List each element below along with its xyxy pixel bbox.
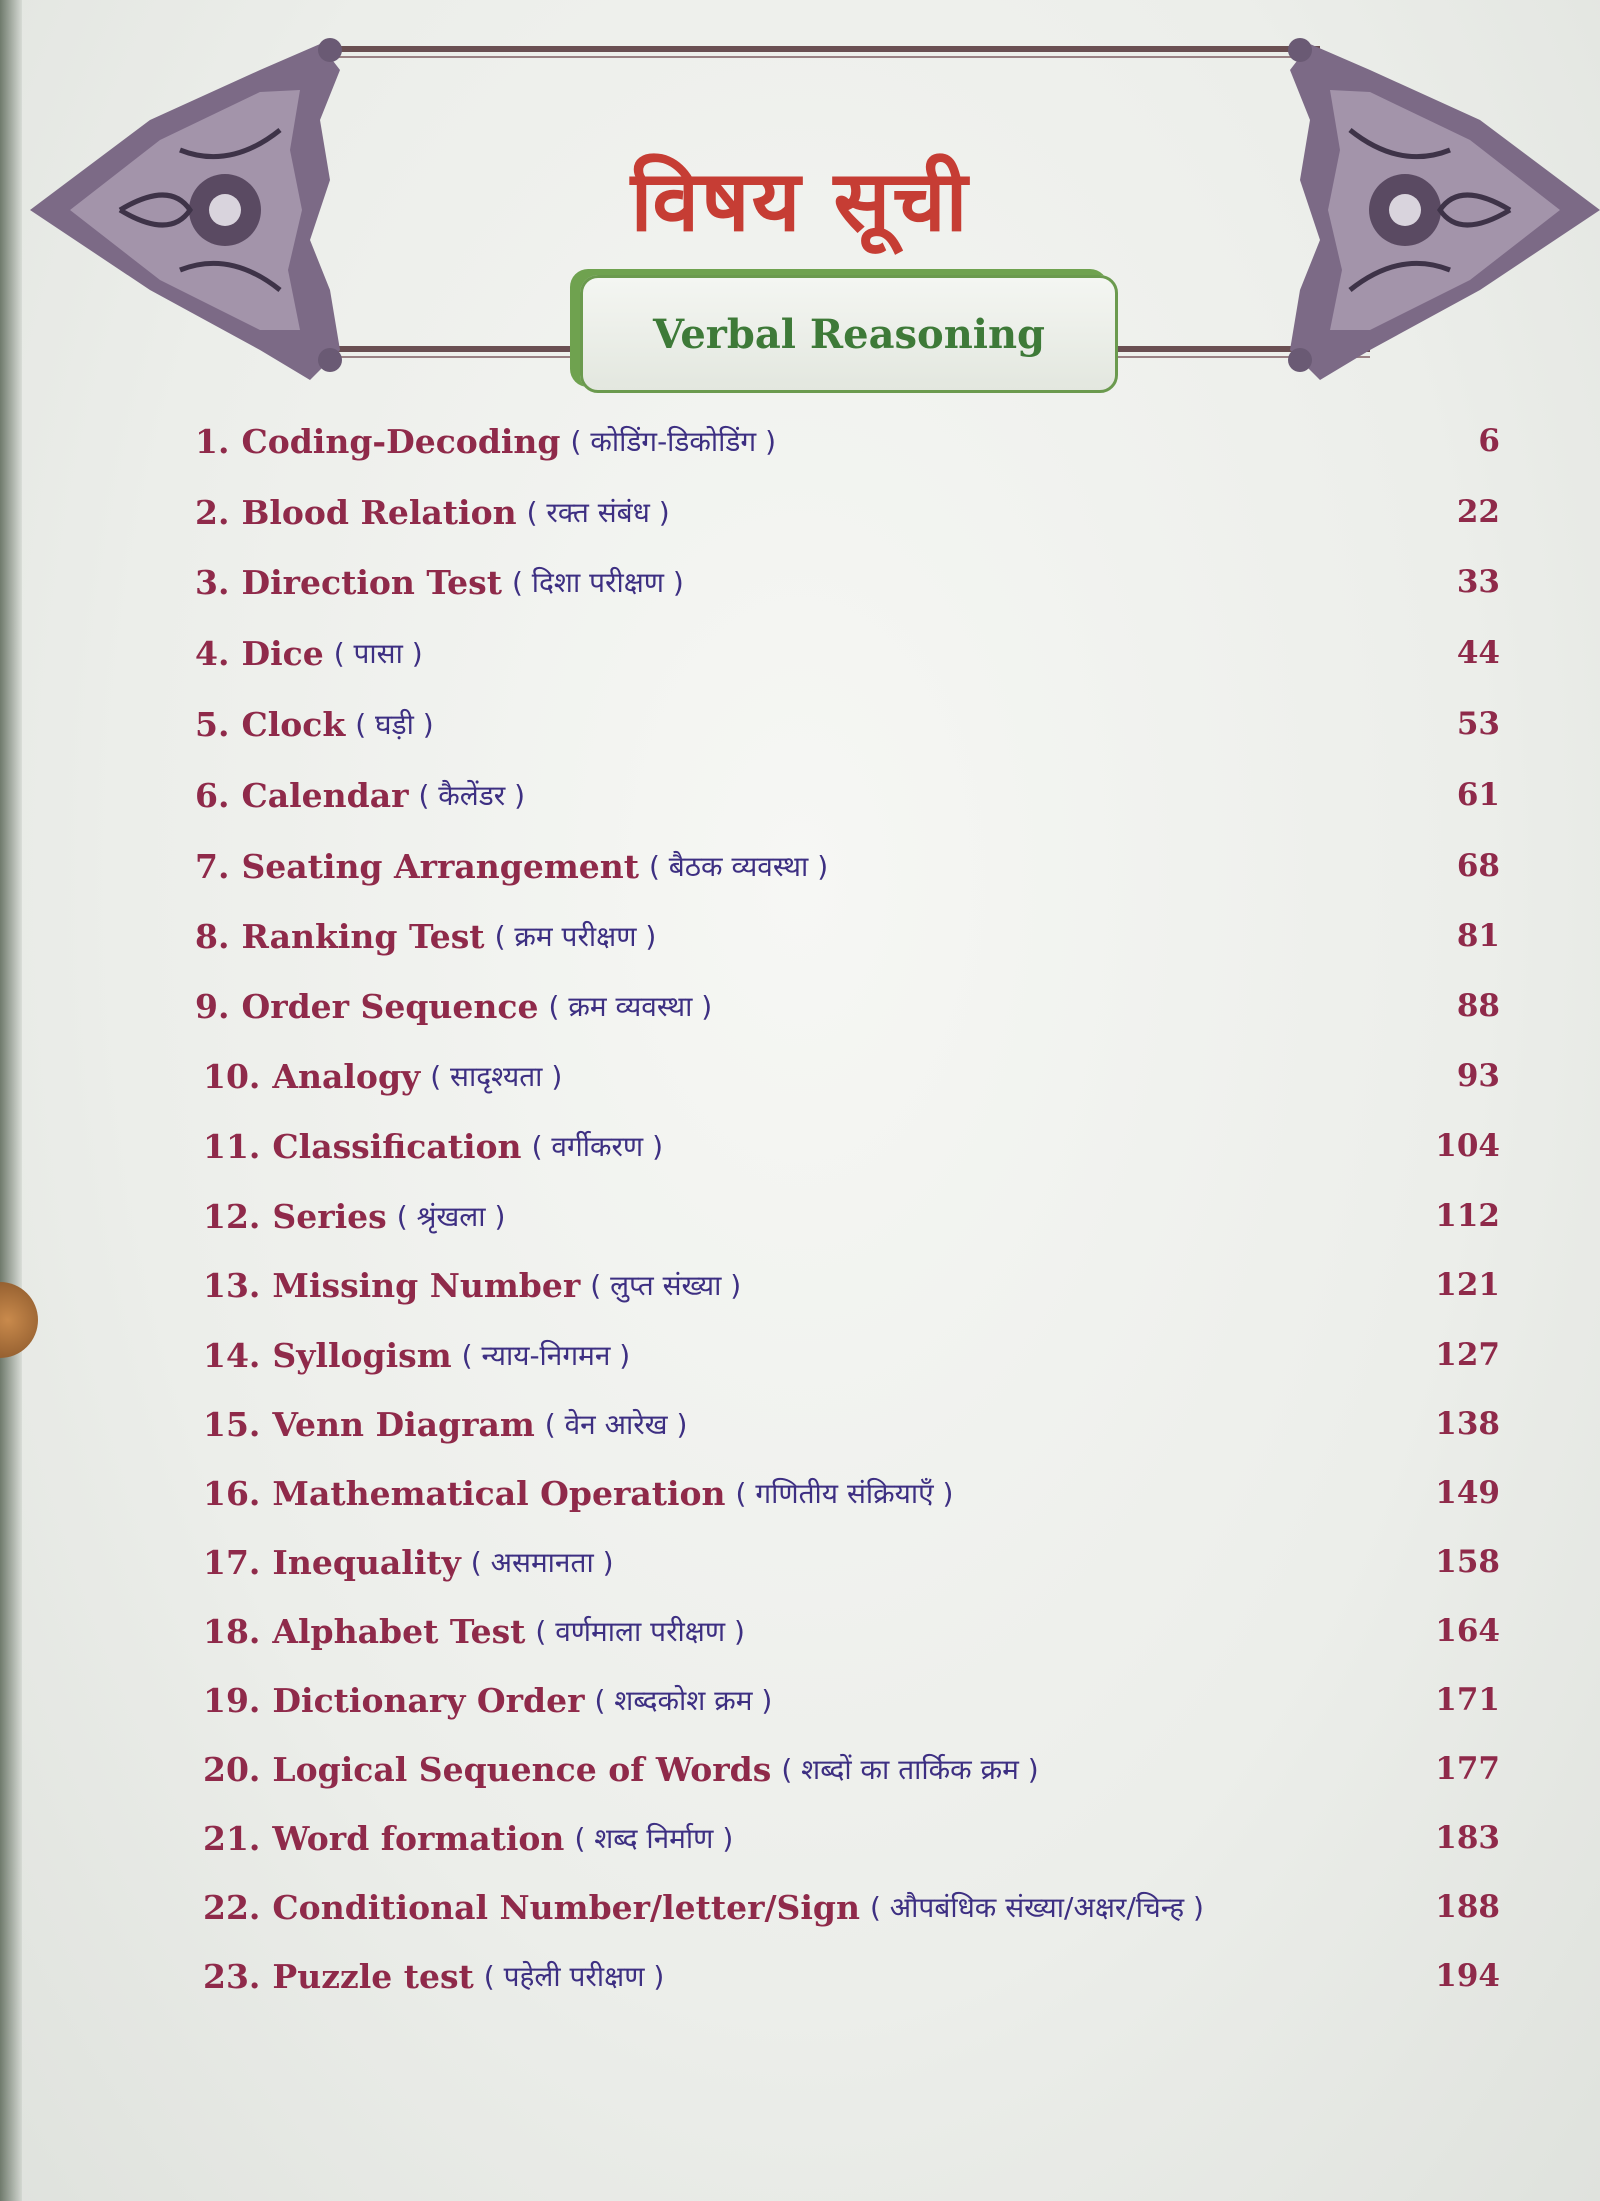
toc-entry (203, 1116, 663, 1176)
toc-entry-title-hindi: ( बैठक व्यवस्था ) (648, 850, 829, 883)
toc-entry-title-hindi: ( वर्णमाला परीक्षण ) (535, 1615, 745, 1648)
toc-entry-number: 19. (203, 1680, 261, 1720)
page-title: विषय सूची (630, 152, 970, 250)
toc-entry-page-number: 158 (1435, 1544, 1500, 1580)
toc-entry-number: 5. (195, 704, 230, 744)
toc-entry-number: 23. (203, 1956, 261, 1996)
toc-entry-page-number: 81 (1456, 918, 1500, 954)
toc-entry-title-english: Logical Sequence of Words (272, 1749, 772, 1789)
toc-entry-number: 3. (195, 562, 230, 602)
toc-entry-title-hindi: ( दिशा परीक्षण ) (511, 566, 684, 599)
toc-entry (203, 1463, 953, 1523)
toc-entry-title-english: Dice (241, 633, 324, 673)
toc-entry-page-number: 68 (1456, 848, 1500, 884)
toc-entry-page-number: 138 (1435, 1406, 1500, 1442)
toc-entry-number: 17. (203, 1542, 261, 1582)
toc-entry-page-number: 177 (1435, 1751, 1500, 1787)
toc-entry-page-number: 104 (1435, 1128, 1500, 1164)
toc-entry (203, 1877, 1204, 1937)
toc-entry-title-hindi: ( घड़ी ) (355, 708, 434, 741)
toc-entry-title-hindi: ( लुप्त संख्या ) (590, 1269, 742, 1302)
toc-entry-title-english: Blood Relation (241, 492, 517, 532)
toc-entry-title-hindi: ( शब्दकोश क्रम ) (594, 1684, 773, 1717)
toc-entry-number: 10. (203, 1056, 261, 1096)
toc-entry-title-english: Analogy (272, 1056, 421, 1096)
toc-entry-title-english: Coding-Decoding (241, 421, 561, 461)
toc-entry (195, 694, 434, 754)
toc-entry-page-number: 33 (1456, 564, 1500, 600)
toc-entry-number: 18. (203, 1611, 261, 1651)
toc-entry-number: 7. (195, 846, 230, 886)
toc-entry-number: 1. (195, 421, 230, 461)
toc-entry-title-hindi: ( शब्दों का तार्किक क्रम ) (781, 1753, 1039, 1786)
toc-entry-page-number: 53 (1456, 706, 1500, 742)
toc-entry-title-english: Direction Test (241, 562, 502, 602)
toc-entry (203, 1186, 505, 1246)
toc-entry-title-hindi: ( शब्द निर्माण ) (574, 1822, 734, 1855)
toc-entry-page-number: 164 (1435, 1613, 1500, 1649)
toc-entry-title-english: Puzzle test (272, 1956, 474, 1996)
toc-entry (195, 482, 670, 542)
toc-entry-title-english: Calendar (241, 775, 409, 815)
toc-entry (195, 623, 423, 683)
toc-entry-title-english: Dictionary Order (272, 1680, 585, 1720)
toc-entry-title-hindi: ( सादृश्यता ) (430, 1060, 563, 1093)
toc-entry-page-number: 22 (1456, 494, 1500, 530)
toc-entry (203, 1532, 614, 1592)
toc-entry-number: 4. (195, 633, 230, 673)
toc-entry-page-number: 194 (1435, 1958, 1500, 1994)
toc-entry-title-english: Seating Arrangement (241, 846, 639, 886)
toc-entry-title-hindi: ( पासा ) (333, 637, 423, 670)
toc-entry-title-english: Syllogism (272, 1335, 452, 1375)
toc-entry (195, 976, 712, 1036)
toc-entry-page-number: 121 (1435, 1267, 1500, 1303)
toc-entry-page-number: 6 (1478, 423, 1500, 459)
toc-entry-number: 15. (203, 1404, 261, 1444)
toc-entry (195, 765, 525, 825)
toc-entry-title-english: Series (272, 1196, 387, 1236)
toc-entry-page-number: 183 (1435, 1820, 1500, 1856)
toc-entry-title-hindi: ( गणितीय संक्रियाएँ ) (735, 1477, 954, 1510)
toc-entry-title-hindi: ( क्रम परीक्षण ) (494, 920, 657, 953)
toc-entry (203, 1601, 745, 1661)
toc-entry-title-hindi: ( क्रम व्यवस्था ) (548, 990, 713, 1023)
toc-entry-page-number: 88 (1456, 988, 1500, 1024)
toc-entry (195, 552, 684, 612)
toc-entry (203, 1670, 772, 1730)
toc-entry-number: 21. (203, 1818, 261, 1858)
toc-entry-title-hindi: ( वर्गीकरण ) (531, 1130, 663, 1163)
toc-entry (195, 836, 828, 896)
toc-entry-title-hindi: ( असमानता ) (470, 1546, 614, 1579)
toc-entry-number: 14. (203, 1335, 261, 1375)
toc-entry-number: 12. (203, 1196, 261, 1236)
toc-entry-title-english: Word formation (272, 1818, 565, 1858)
toc-entry-number: 13. (203, 1265, 261, 1305)
section-label: Verbal Reasoning (652, 310, 1046, 358)
toc-entry (195, 906, 656, 966)
toc-entry-number: 9. (195, 986, 230, 1026)
toc-entry-title-hindi: ( रक्त संबंध ) (526, 496, 670, 529)
toc-entry-title-hindi: ( कैलेंडर ) (418, 779, 526, 812)
toc-entry (203, 1739, 1039, 1799)
toc-entry-page-number: 93 (1456, 1058, 1500, 1094)
toc-entry-title-english: Order Sequence (241, 986, 539, 1026)
toc-entry-number: 2. (195, 492, 230, 532)
toc-entry-page-number: 188 (1435, 1889, 1500, 1925)
toc-entry-title-hindi: ( वेन आरेख ) (544, 1408, 688, 1441)
toc-entry-number: 8. (195, 916, 230, 956)
toc-entry-page-number: 127 (1435, 1337, 1500, 1373)
toc-entry-number: 16. (203, 1473, 261, 1513)
toc-entry-title-hindi: ( कोडिंग-डिकोडिंग ) (570, 425, 776, 458)
toc-entry-number: 11. (203, 1126, 261, 1166)
toc-entry-number: 6. (195, 775, 230, 815)
toc-entry-title-hindi: ( औपबंधिक संख्या/अक्षर/चिन्ह ) (869, 1891, 1204, 1924)
toc-entry-number: 22. (203, 1887, 261, 1927)
toc-entry-title-english: Clock (241, 704, 346, 744)
toc-entry (203, 1325, 630, 1385)
toc-entry-title-english: Missing Number (272, 1265, 581, 1305)
toc-entry-title-english: Ranking Test (241, 916, 485, 956)
toc-entry (203, 1946, 664, 2006)
toc-entry (203, 1046, 562, 1106)
toc-entry-page-number: 44 (1456, 635, 1500, 671)
toc-entry-page-number: 171 (1435, 1682, 1500, 1718)
toc-entry-number: 20. (203, 1749, 261, 1789)
toc-entry-title-hindi: ( पहेली परीक्षण ) (483, 1960, 665, 1993)
toc-entry-title-english: Alphabet Test (272, 1611, 526, 1651)
toc-entry-title-hindi: ( न्याय-निगमन ) (461, 1339, 631, 1372)
toc-entry-title-english: Mathematical Operation (272, 1473, 726, 1513)
toc-entry-title-english: Venn Diagram (272, 1404, 535, 1444)
toc-entry-title-english: Conditional Number/letter/Sign (272, 1887, 860, 1927)
toc-entry-title-english: Classification (272, 1126, 522, 1166)
toc-entry (203, 1394, 687, 1454)
toc-entry-page-number: 112 (1435, 1198, 1500, 1234)
toc-entry-title-english: Inequality (272, 1542, 461, 1582)
toc-entry-page-number: 61 (1456, 777, 1500, 813)
toc-entry (195, 411, 776, 471)
toc-entry (203, 1255, 741, 1315)
toc-entry-page-number: 149 (1435, 1475, 1500, 1511)
toc-entry-title-hindi: ( श्रृंखला ) (396, 1200, 506, 1233)
toc-entry (203, 1808, 733, 1868)
